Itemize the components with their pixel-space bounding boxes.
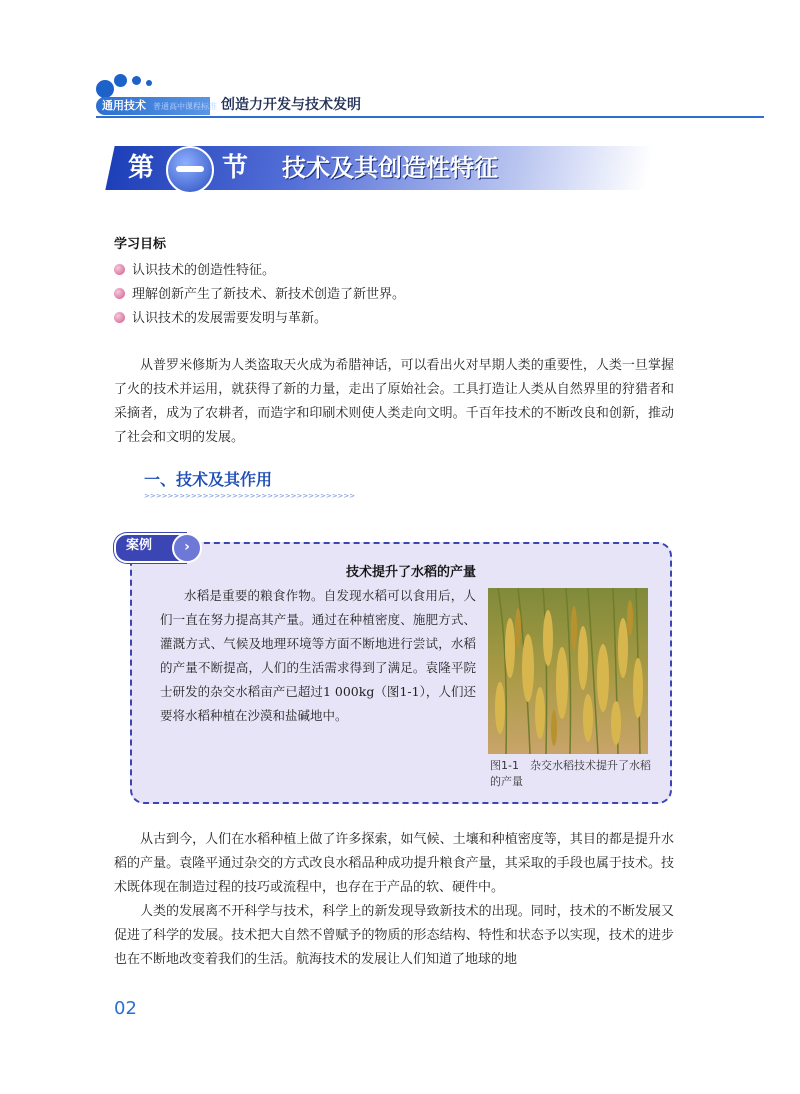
objective-item [114,310,327,328]
section-number-badge [166,146,214,194]
objective-text: 认识技术的发展需要发明与革新。 [132,311,328,326]
objective-text: 认识技术的创造性特征。 [132,263,276,278]
header-book-title: 创造力开发与技术发明 [221,97,361,113]
section-suffix: 节 [222,153,249,183]
subsection-title: 一、技术及其作用 [144,470,273,489]
rice-illustration [488,588,648,754]
intro-paragraph: 从普罗米修斯为人类盗取天火成为希腊神话，可以看出火对早期人类的重要性，人类一旦掌握了火的技术并运用，就获得了新的力量，走出了原始社会。工具打造让人类从自然界里的狩猎者和采摘者，成为了农耕者，而造字和印刷术则使人类走向文明。千百年技术的不断改良和创新，推动了社会和文明的发展。 [114,358,674,445]
case-text: 水稻是重要的粮食作物。自发现水稻可以食用后，人们一直在努力提高其产量。通过在种植密度、施肥方式、灌溉方式、气候及地理环境等方面不断地进行尝试，水稻的产量不断提高，人们的生活需求得到了满足。袁隆平院士研发的杂交水稻亩产已超过1 000kg（图1-1），人们还要将水稻种植在沙漠和盐碱地中。 [160,588,476,723]
section-title: 技术及其创造性特征 [282,154,498,182]
page-number: 02 [114,998,137,1019]
header-rule [96,116,764,118]
case-label: 案例 [126,538,153,553]
chevron-right-icon: › [172,533,202,563]
body-paragraph: 从古到今，人们在水稻种植上做了许多探索，如气候、土壤和种植密度等，其目的都是提升水稻的产量。袁隆平通过杂交的方式改良水稻品种成功提升粮食产量，其采取的手段也属于技术。技术既体现在制造过程的技巧或流程中，也存在于产品的软、硬件中。 [114,832,674,895]
header-brand: 通用技术 [102,99,146,112]
header-dot-tiny [146,80,152,86]
section-number-dash [176,166,204,172]
objectives-heading: 学习目标 [114,237,167,252]
case-title: 技术提升了水稻的产量 [346,565,477,580]
bullet-icon [114,312,125,323]
header-sub-label: 普通高中课程标准 [153,102,217,111]
figure-caption: 图1-1 杂交水稻技术提升了水稻的产量 [490,759,651,788]
objective-item [114,262,275,280]
bullet-icon [114,288,125,299]
section-prefix: 第 [128,153,155,183]
objective-text: 理解创新产生了新技术、新技术创造了新世界。 [132,287,406,302]
header-dot-large [96,80,114,98]
rice-photo [488,588,648,754]
header-dot-small [132,76,141,85]
body-paragraph: 人类的发展离不开科学与技术，科学上的新发现导致新技术的出现。同时，技术的不断发展又促进了科学的发展。技术把大自然不曾赋予的物质的形态结构、特性和状态予以实现，技术的进步也在不断地改变着我们的生活。航海技术的发展让人们知道了地球的地 [114,904,674,967]
header-dot-medium [114,74,127,87]
subsection-arrows: >>>>>>>>>>>>>>>>>>>>>>>>>>>>>>>>>>>> [144,492,356,500]
objective-item [114,286,405,304]
bullet-icon [114,264,125,275]
